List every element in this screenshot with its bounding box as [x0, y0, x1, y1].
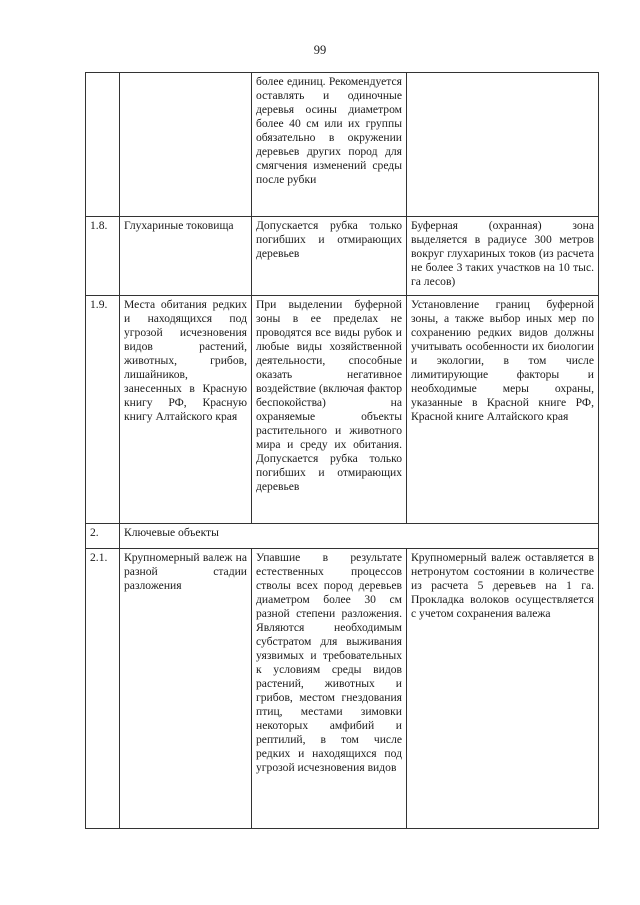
section-title: Ключевые объекты [120, 524, 599, 549]
measures-cell: Буферная (охранная) зона выделяется в радиусе 300 метров вокруг глухариных токов (из расчета не более 3 таких участков на 10 тыс. га лесов) [407, 217, 599, 296]
section-row [86, 524, 599, 549]
section-number: 2. [86, 524, 120, 549]
table-row [86, 296, 599, 524]
measures-cell: Установление границ буферной зоны, а также выбор иных мер по сохранению редких видов должны учитывать особенности их биологии и экологии, в том числе лимитирующие факторы и необходимые меры охраны, указанные в Красной книге РФ, Красной книге Алтайского края [407, 296, 599, 524]
requirement-cell: Допускается рубка только погибших и отмирающих деревьев [252, 217, 407, 296]
requirement-cell: более единиц. Рекомендуется оставлять и одиночные деревья осины диаметром более 40 см или их группы обязательно в окружении деревьев других пород для смягчения изменений среды после рубки [252, 73, 407, 217]
object-cell: Крупномерный валеж на разной стадии разложения [120, 549, 252, 829]
requirement-cell: При выделении буферной зоны в ее пределах не проводятся все виды рубок и любые виды хозяйственной деятельности, способные оказать негативное воздействие (включая фактор беспокойства) на охраняемые объекты растительного и животного мира и среду их обитания. Допускается рубка только погибших и отмирающих деревьев [252, 296, 407, 524]
row-number [86, 73, 120, 217]
table-row [86, 549, 599, 829]
object-cell [120, 73, 252, 217]
measures-table [85, 72, 599, 829]
measures-cell: Крупномерный валеж оставляется в нетронутом состоянии в количестве из расчета 5 деревьев на 1 га. Прокладка волоков осуществляется с учетом сохранения валежа [407, 549, 599, 829]
row-number: 1.8. [86, 217, 120, 296]
measures-cell [407, 73, 599, 217]
table-row [86, 217, 599, 296]
object-cell: Места обитания редких и находящихся под угрозой исчезновения видов растений, животных, грибов, лишайников, занесенных в Красную книгу РФ, Красную книгу Алтайского края [120, 296, 252, 524]
row-number: 1.9. [86, 296, 120, 524]
table-row [86, 73, 599, 217]
page-number: 99 [313, 43, 327, 57]
object-cell: Глухариные токовища [120, 217, 252, 296]
row-number: 2.1. [86, 549, 120, 829]
requirement-cell: Упавшие в результате естественных процессов стволы всех пород деревьев диаметром более 30 см разной степени разложения. Являются необходимым субстратом для выживания уязвимых и требовательных к условиям среды видов растений, животных и грибов, местом гнездования птиц, местами зимовки некоторых амфибий и рептилий, в том числе редких и находящихся под угрозой исчезновения видов [252, 549, 407, 829]
